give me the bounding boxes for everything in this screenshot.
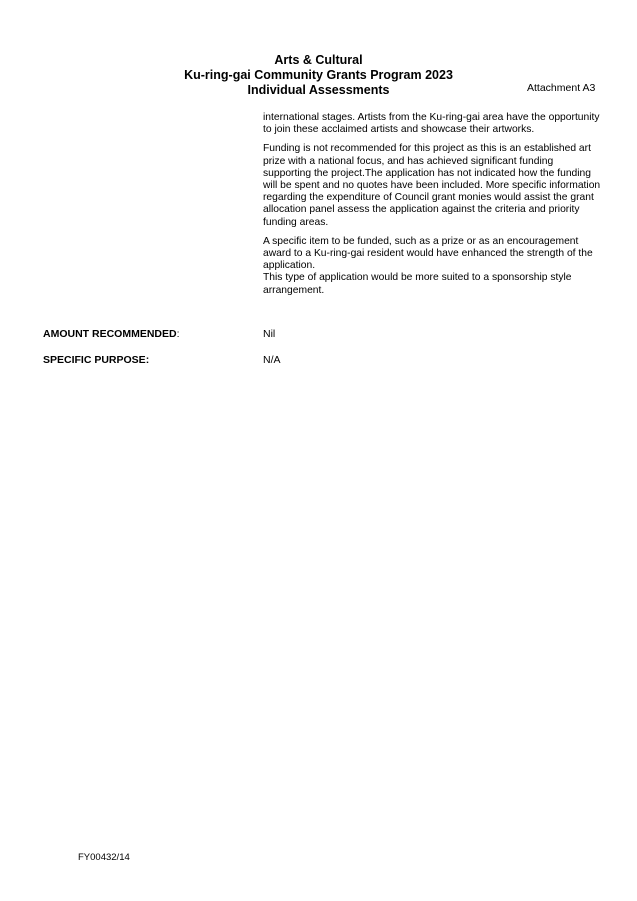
file-reference: FY00432/14 — [78, 852, 130, 863]
assessment-paragraph: international stages. Artists from the Ku-ring-gai area have the opportunity to join these acclaimed artists and showcase their artworks. — [263, 112, 600, 136]
assessment-body — [263, 112, 623, 304]
assessment-paragraph: Funding is not recommended for this project as this is an established art prize with a national focus, and has achieved significant funding supporting the project.The application has not indicated how the funding will be spent and no quotes have been included. More specific information regarding the expenditure of Council grant monies would assist the grant allocation panel assess the application against the criteria and priority funding areas. — [263, 143, 601, 228]
specific-purpose-label: SPECIFIC PURPOSE: — [43, 354, 150, 366]
amount-recommended-colon: : — [176, 328, 180, 340]
amount-recommended-value: Nil — [263, 328, 276, 340]
header-program-title: Ku-ring-gai Community Grants Program 2023 — [184, 68, 453, 82]
amount-recommended-label — [43, 328, 180, 340]
assessment-paragraph: A specific item to be funded, such as a prize or as an encouragement award to a Ku-ring-gai resident would have enhanced the strength of the application. This type of application would be more suited to a sponsorship style arrangement. — [263, 235, 593, 296]
header-category: Arts & Cultural — [274, 53, 363, 67]
header-section-title: Individual Assessments — [247, 83, 390, 97]
attachment-label: Attachment A3 — [527, 82, 596, 94]
amount-recommended-label-text: AMOUNT RECOMMENDED — [43, 328, 177, 340]
specific-purpose-value: N/A — [263, 354, 281, 366]
